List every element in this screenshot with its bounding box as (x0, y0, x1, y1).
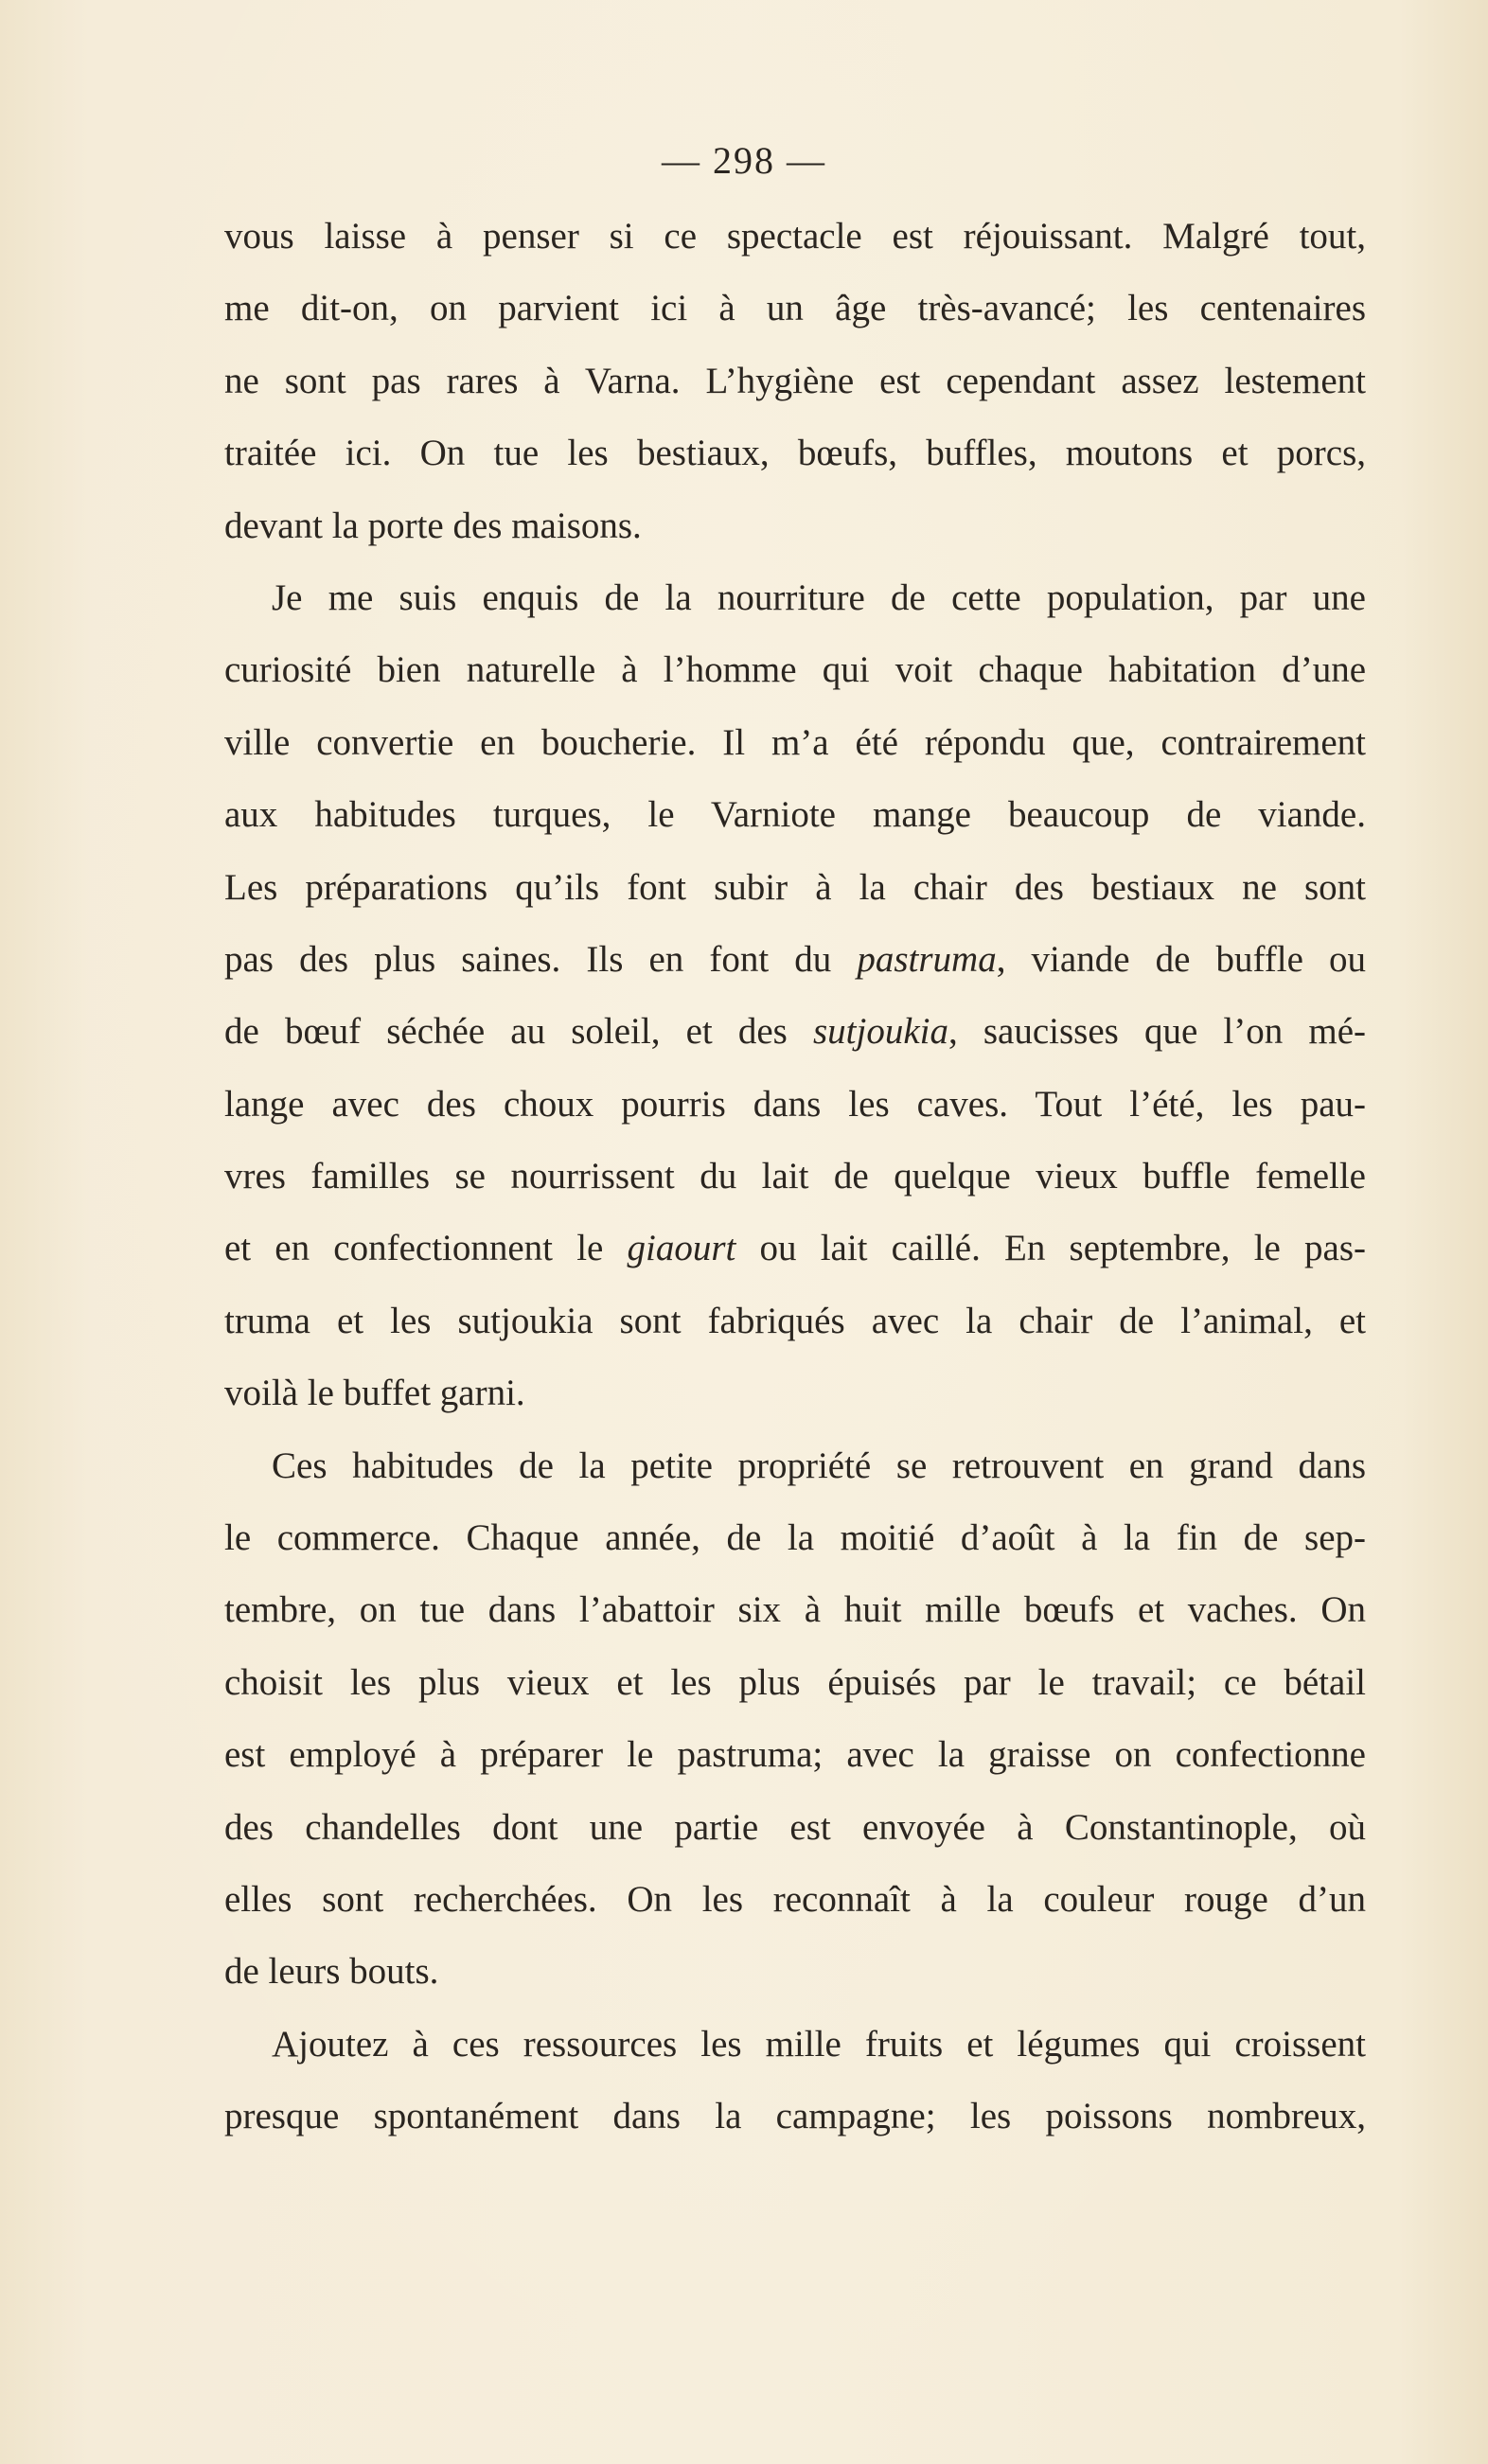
page-number: — 298 — (662, 139, 826, 182)
text-line: me dit-on, on parvient ici à un âge très-avancé; les centenaires (224, 288, 1366, 329)
text-line: Je me suis enquis de la nourriture de cette population, par une (272, 576, 1366, 618)
text-line: vres familles se nourrissent du lait de quelque vieux buffle femelle (224, 1156, 1366, 1197)
text-line: Ajoutez à ces ressources les mille fruits et légumes qui croissent (272, 2023, 1366, 2065)
text-line: ne sont pas rares à Varna. L’hygiène est cependant assez lestement (224, 360, 1366, 401)
italic-term: giaourt (627, 1228, 736, 1269)
text-line: curiosité bien naturelle à l’homme qui voit chaque habitation d’une (224, 649, 1366, 691)
text-run: de bœuf séchée au soleil, et des (224, 1011, 813, 1053)
text-line (224, 996, 1366, 1068)
paragraph (224, 2009, 1366, 2154)
text-line (224, 924, 1366, 996)
text-run: , saucisses que l’on mé- (948, 1011, 1366, 1053)
text-run: , viande de buffle ou (996, 938, 1366, 980)
text-line (224, 1213, 1366, 1285)
text-line: elles sont recherchées. On les reconnaît à la couleur rouge d’un (224, 1878, 1366, 1920)
text-run: et en confectionnent le (224, 1228, 628, 1269)
paragraph (224, 201, 1366, 562)
text-line: est employé à préparer le pastruma; avec la graisse on confectionne (224, 1734, 1366, 1776)
text-line: Ces habitudes de la petite propriété se retrouvent en grand dans (272, 1445, 1366, 1486)
text-line: choisit les plus vieux et les plus épuisés par le travail; ce bétail (224, 1661, 1366, 1703)
text-line: traitée ici. On tue les bestiaux, bœufs, buffles, moutons et porcs, (224, 433, 1366, 474)
text-line: des chandelles dont une partie est envoyée à Constantinople, où (224, 1806, 1366, 1848)
text-line: de leurs bouts. (224, 1951, 439, 1993)
text-line: truma et les sutjoukia sont fabriqués avec la chair de l’animal, et (224, 1300, 1366, 1341)
text-line: le commerce. Chaque année, de la moitié d’août à la fin de sep- (224, 1517, 1366, 1559)
paragraph (224, 1430, 1366, 2009)
italic-term: sutjoukia (812, 1011, 948, 1053)
text-line: presque spontanément dans la campagne; les poissons nombreux, (224, 2096, 1366, 2137)
paragraph (224, 562, 1366, 1430)
text-run: pas des plus saines. Ils en font du (224, 938, 858, 980)
body-text (224, 201, 1366, 2154)
text-run: ou lait caillé. En septembre, le pas- (735, 1228, 1366, 1269)
italic-term: pastruma (857, 938, 997, 980)
text-line: Les préparations qu’ils font subir à la chair des bestiaux ne sont (224, 866, 1366, 908)
text-line: lange avec des choux pourris dans les caves. Tout l’été, les pau- (224, 1083, 1366, 1125)
text-line: ville convertie en boucherie. Il m’a été répondu que, contrairement (224, 721, 1366, 763)
text-line: devant la porte des maisons. (224, 505, 642, 546)
text-line: tembre, on tue dans l’abattoir six à huit mille bœufs et vaches. On (224, 1589, 1366, 1631)
text-line: vous laisse à penser si ce spectacle est réjouissant. Malgré tout, (224, 216, 1366, 257)
text-line: aux habitudes turques, le Varniote mange beaucoup de viande. (224, 794, 1366, 836)
text-line: voilà le buffet garni. (224, 1373, 525, 1414)
